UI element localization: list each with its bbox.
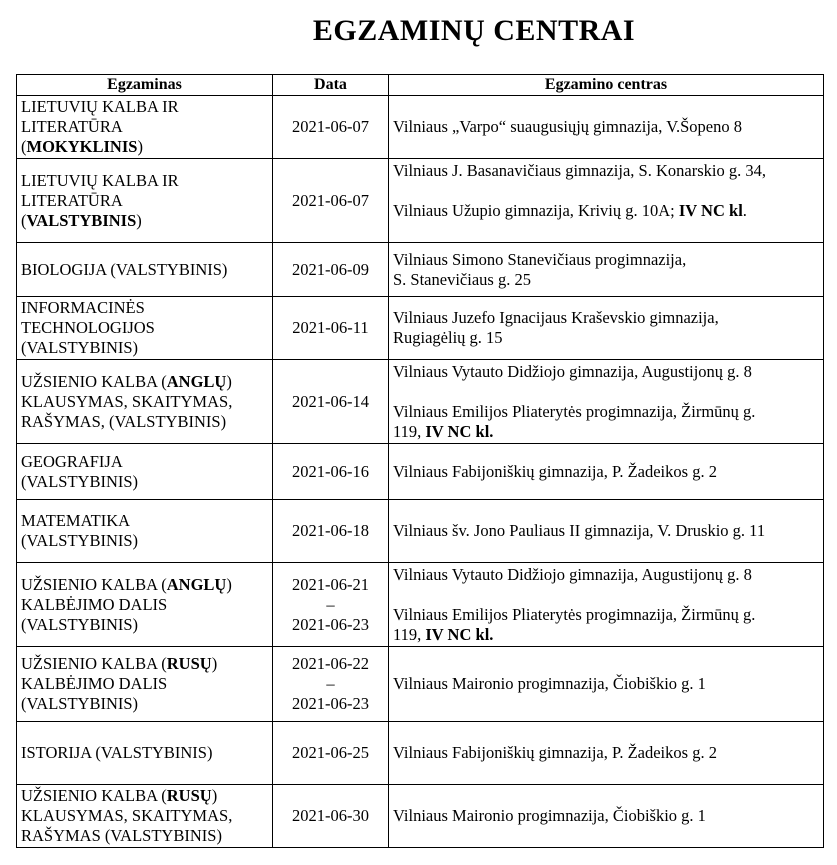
table-row [17, 647, 824, 722]
center-cell [389, 444, 824, 500]
center-cell [389, 563, 824, 647]
date-cell [273, 722, 389, 785]
exam-line: INFORMACINĖS [21, 298, 145, 317]
exam-line: MATEMATIKA [21, 511, 131, 530]
bold-text: ANGLŲ [166, 371, 227, 391]
exam-line: RAŠYMAS (VALSTYBINIS) [21, 826, 222, 845]
center-line: Vilniaus Juzefo Ignacijaus Kraševskio gimnazija, [393, 308, 719, 327]
table-row [17, 96, 824, 159]
center-line: Vilniaus J. Basanavičiaus gimnazija, S. Konarskio g. 34, [393, 160, 766, 180]
date-cell [273, 243, 389, 297]
table-row [17, 785, 824, 848]
center-cell [389, 96, 824, 159]
center-line: Vilniaus Vytauto Didžiojo gimnazija, Augustijonų g. 8 [393, 361, 752, 381]
exam-line: LIETUVIŲ KALBA IR [21, 170, 179, 190]
date-line: 2021-06-21 [292, 574, 369, 594]
exam-centers-table [16, 74, 824, 848]
page-title: EGZAMINŲ CENTRAI [312, 14, 636, 47]
table-body [17, 96, 824, 848]
date-line: 2021-06-23 [292, 614, 369, 634]
table-row [17, 297, 824, 360]
date-cell [273, 96, 389, 159]
date-cell [273, 444, 389, 500]
center-cell [389, 243, 824, 297]
exam-line: LITERATŪRA [21, 117, 123, 136]
exam-line: KLAUSYMAS, SKAITYMAS, [21, 806, 233, 825]
table-row [17, 563, 824, 647]
header-date: Data [273, 75, 389, 96]
date-cell [273, 785, 389, 848]
center-cell [389, 360, 824, 444]
exam-cell [17, 647, 273, 722]
exam-line: LIETUVIŲ KALBA IR [21, 97, 179, 116]
date-cell [273, 159, 389, 243]
center-cell [389, 647, 824, 722]
exam-cell [17, 159, 273, 243]
exam-cell [17, 444, 273, 500]
date-line: 2021-06-18 [292, 521, 369, 540]
exam-line: (VALSTYBINIS) [21, 694, 139, 713]
exam-line: (VALSTYBINIS) [21, 614, 139, 634]
exam-cell [17, 500, 273, 563]
center-line: 119, IV NC kl. [393, 421, 494, 441]
center-line: Vilniaus Emilijos Pliaterytės progimnazija, Žirmūnų g. [393, 604, 756, 624]
date-cell [273, 563, 389, 647]
exam-cell [17, 785, 273, 848]
bold-text: VALSTYBINIS [26, 210, 137, 230]
center-line: Vilniaus Fabijoniškių gimnazija, P. Žadeikos g. 2 [393, 743, 717, 762]
line-gap [393, 221, 819, 241]
line-gap [393, 181, 819, 201]
exam-line: (VALSTYBINIS) [21, 210, 142, 230]
exam-line: KLAUSYMAS, SKAITYMAS, [21, 391, 233, 411]
center-line: S. Stanevičiaus g. 25 [393, 269, 531, 289]
table-row [17, 444, 824, 500]
center-line: Rugiagėlių g. 15 [393, 328, 503, 347]
date-line: – [326, 674, 335, 693]
center-line: Vilniaus Fabijoniškių gimnazija, P. Žadeikos g. 2 [393, 461, 717, 481]
exam-line: RAŠYMAS, (VALSTYBINIS) [21, 411, 227, 431]
exam-line: BIOLOGIJA (VALSTYBINIS) [21, 259, 228, 279]
exam-line: (VALSTYBINIS) [21, 471, 139, 491]
line-gap [393, 585, 819, 605]
exam-cell [17, 563, 273, 647]
date-line: 2021-06-07 [292, 190, 369, 210]
center-cell [389, 785, 824, 848]
center-cell [389, 159, 824, 243]
exam-line: (VALSTYBINIS) [21, 338, 139, 357]
center-line: Vilniaus Simono Stanevičiaus progimnazija, [393, 249, 687, 269]
center-line: Vilniaus Emilijos Pliaterytės progimnazija, Žirmūnų g. [393, 401, 756, 421]
date-line: 2021-06-23 [292, 694, 369, 713]
exam-line: TECHNOLOGIJOS [21, 318, 155, 337]
bold-text: MOKYKLINIS [26, 137, 138, 156]
date-cell [273, 647, 389, 722]
center-line: 119, IV NC kl. [393, 624, 494, 644]
exam-line: UŽSIENIO KALBA (ANGLŲ) [21, 574, 232, 594]
table-row [17, 500, 824, 563]
table-row [17, 159, 824, 243]
bold-text: RUSŲ [166, 654, 212, 673]
exam-line: UŽSIENIO KALBA (RUSŲ) [21, 654, 218, 673]
date-line: 2021-06-30 [292, 806, 369, 825]
center-line: Vilniaus Maironio progimnazija, Čiobiškio g. 1 [393, 674, 706, 693]
exam-cell [17, 96, 273, 159]
exam-line: ISTORIJA (VALSTYBINIS) [21, 743, 213, 762]
exam-cell [17, 243, 273, 297]
exam-cell [17, 297, 273, 360]
center-line: Vilniaus Vytauto Didžiojo gimnazija, Augustijonų g. 8 [393, 564, 752, 584]
center-cell [389, 500, 824, 563]
bold-text: RUSŲ [166, 786, 212, 805]
exam-line: (MOKYKLINIS) [21, 137, 143, 156]
date-line: 2021-06-22 [292, 654, 369, 673]
date-line: 2021-06-25 [292, 743, 369, 762]
header-center: Egzamino centras [389, 75, 824, 96]
date-line: 2021-06-14 [292, 391, 369, 411]
bold-text: IV NC kl. [425, 421, 494, 441]
date-cell [273, 500, 389, 563]
exam-cell [17, 722, 273, 785]
center-cell [389, 297, 824, 360]
date-line: – [326, 594, 335, 614]
center-line: Vilniaus Užupio gimnazija, Krivių g. 10A; IV NC kl. [393, 200, 747, 220]
exam-line: KALBĖJIMO DALIS [21, 594, 168, 614]
date-line: 2021-06-07 [292, 117, 369, 136]
table-row [17, 722, 824, 785]
date-cell [273, 360, 389, 444]
exam-line: UŽSIENIO KALBA (RUSŲ) [21, 786, 218, 805]
exam-line: GEOGRAFIJA [21, 451, 123, 471]
exam-cell [17, 360, 273, 444]
date-line: 2021-06-16 [292, 461, 369, 481]
line-gap [393, 382, 819, 402]
bold-text: IV NC kl [678, 200, 743, 220]
center-line: Vilniaus Maironio progimnazija, Čiobiškio g. 1 [393, 806, 706, 825]
exam-line: (VALSTYBINIS) [21, 531, 139, 550]
center-cell [389, 722, 824, 785]
date-cell [273, 297, 389, 360]
bold-text: IV NC kl. [425, 624, 494, 644]
date-line: 2021-06-09 [292, 259, 369, 279]
table-row [17, 243, 824, 297]
table-header-row [17, 75, 824, 96]
exam-line: UŽSIENIO KALBA (ANGLŲ) [21, 371, 232, 391]
center-line: Vilniaus šv. Jono Pauliaus II gimnazija, V. Druskio g. 11 [393, 521, 766, 540]
exam-line: KALBĖJIMO DALIS [21, 674, 168, 693]
table-row [17, 360, 824, 444]
header-exam: Egzaminas [17, 75, 273, 96]
center-line: Vilniaus „Varpo“ suaugusiųjų gimnazija, V.Šopeno 8 [393, 117, 742, 136]
bold-text: ANGLŲ [166, 574, 227, 594]
exam-line: LITERATŪRA [21, 190, 123, 210]
date-line: 2021-06-11 [292, 318, 369, 337]
